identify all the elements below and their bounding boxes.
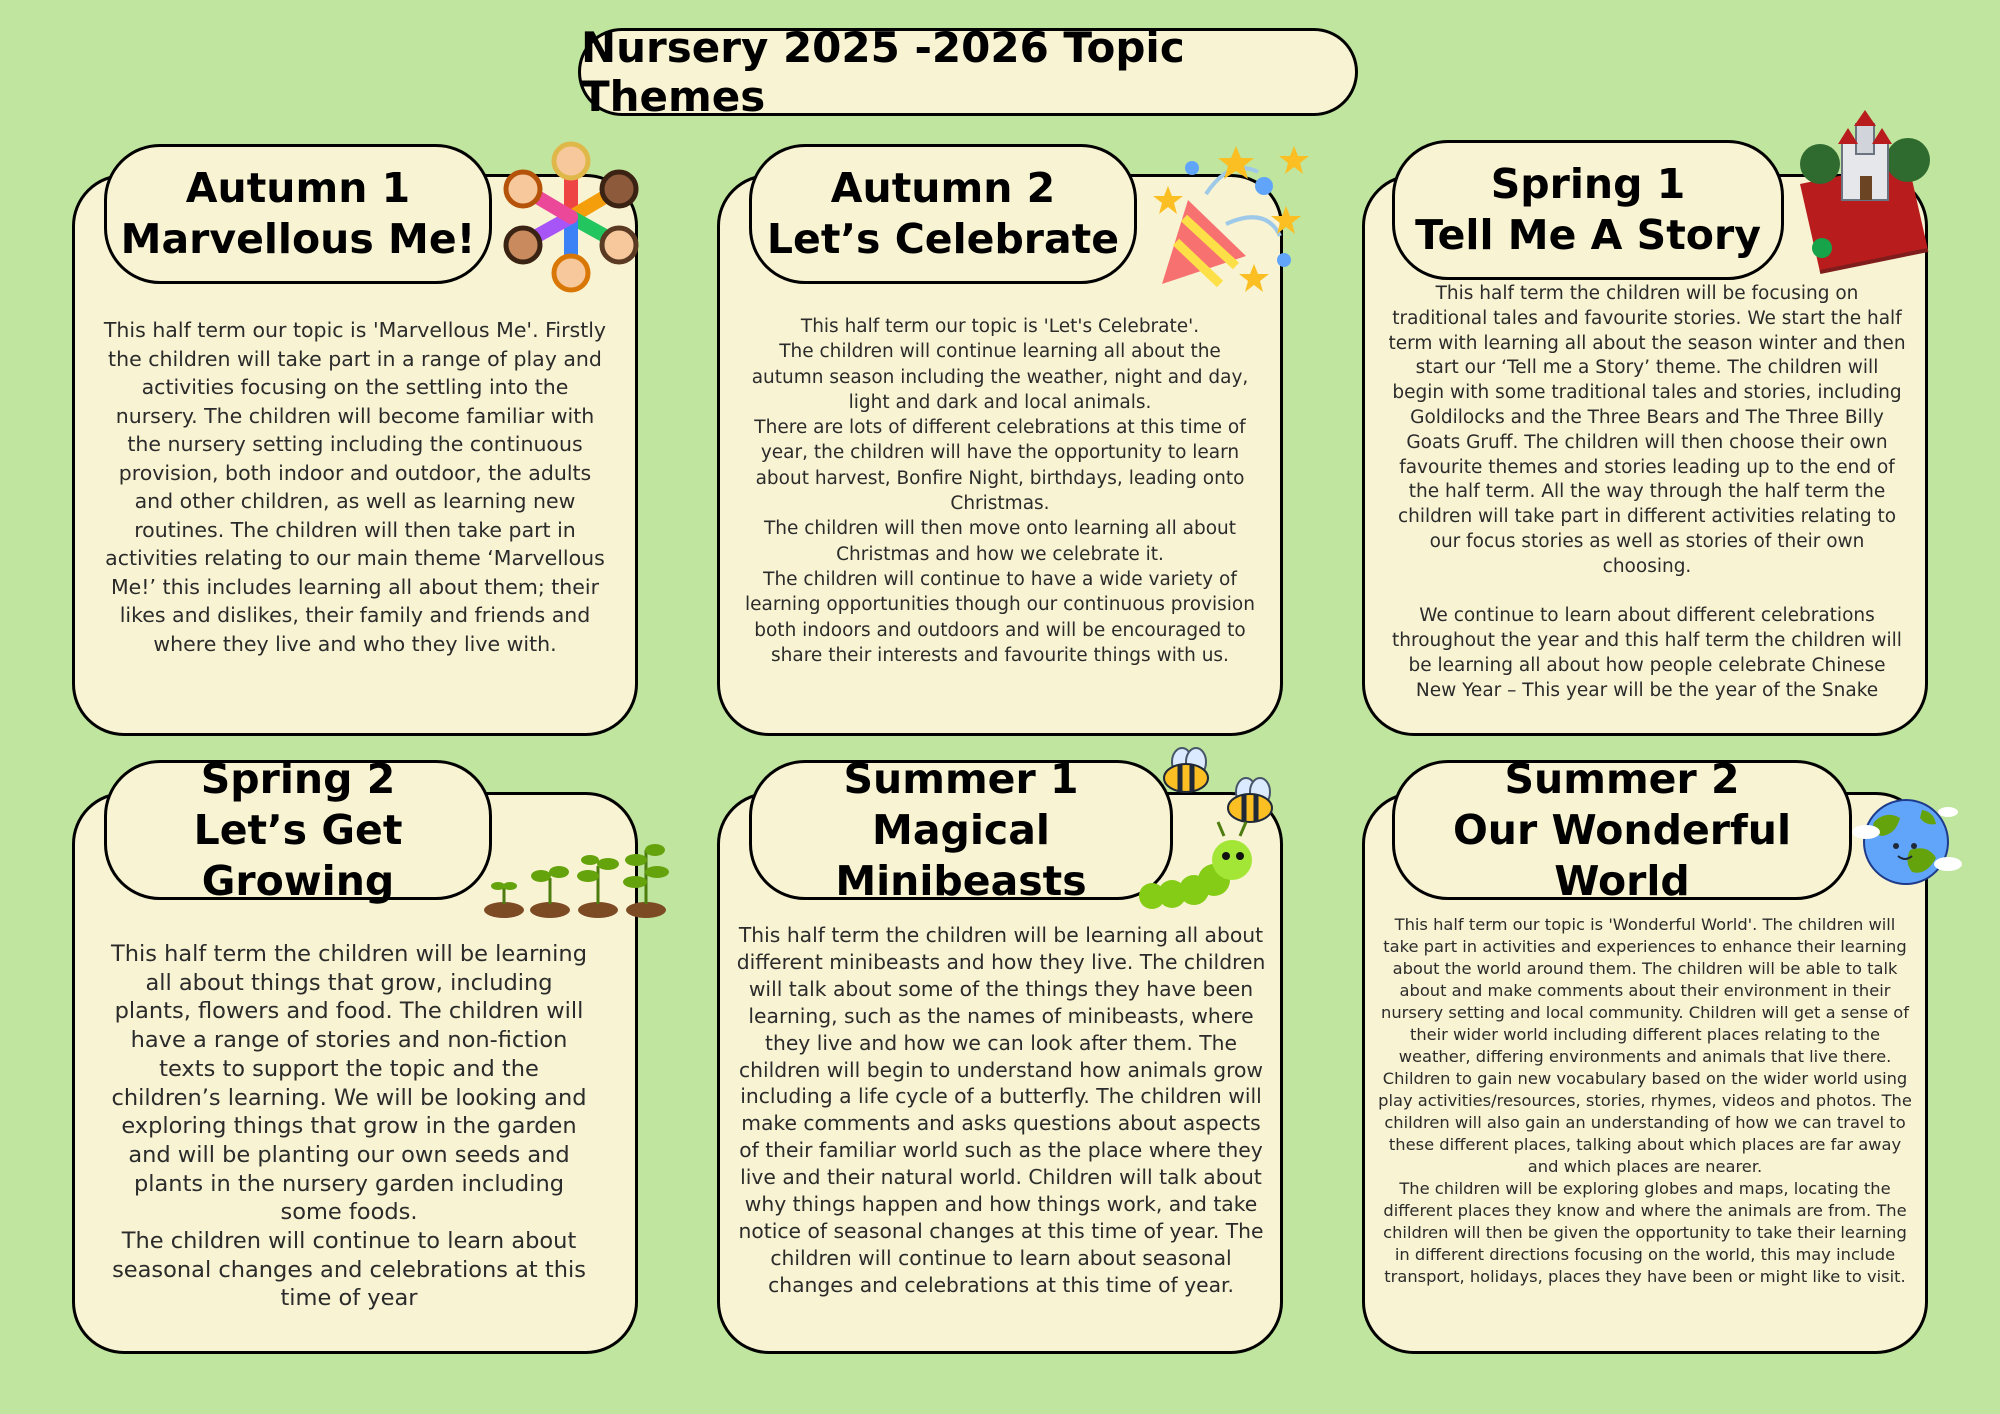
bees-caterpillar-icon <box>1124 746 1284 916</box>
theme-label: Tell Me A Story <box>1415 211 1761 259</box>
globe-icon <box>1852 792 1964 892</box>
storybook-castle-icon <box>1796 120 1932 272</box>
card-header-spring-2 <box>104 754 492 905</box>
term-label: Spring 1 <box>1490 160 1686 208</box>
term-label: Summer 1 <box>843 754 1079 803</box>
seedlings-icon <box>482 838 668 918</box>
theme-label: Let’s Celebrate <box>766 215 1120 263</box>
term-label: Summer 2 <box>1504 754 1740 803</box>
term-label: Spring 2 <box>200 754 396 803</box>
theme-label: Magical Minibeasts <box>835 805 1087 905</box>
card-body-summer-1: This half term the children will be learning all about different minibeasts and how they live. The children will talk about some of the things they have been learning, such as the names of minibeasts, where they live and how we can look after them. The children will begin to understand how animals grow including a life cycle of a butterfly. The children will make comments and asks questions about aspects of their familiar world such as the place where they live and their natural world. Children will talk about why things happen and how things work, and take notice of seasonal changes at this time of year. The children will continue to learn about seasonal changes and celebrations at this time of year. <box>736 923 1266 1297</box>
term-label: Autumn 1 <box>185 164 411 212</box>
page-title: Nursery 2025 -2026 Topic Themes <box>578 28 1358 116</box>
card-body-spring-1: This half term the children will be focusing on traditional tales and favourite stories. We start the half term with learning all about the season winter and then start our ‘Tell me a Story’ theme. The children will begin with some traditional tales and stories, including Goldilocks and the Three Bears and The Three Billy Goats Gruff. The children will then choose their own favourite themes and stories leading up to the end of the half term. All the way through the half term the children will take part in different activities relating to our focus stories as well as stories of their own choosing. We continue to learn about different celebrations throughout the year and this half term the children will be learning all about how people celebrate Chinese New Year – This year will be the year of the Snake <box>1388 283 1906 701</box>
card-header-summer-2 <box>1392 754 1852 905</box>
party-popper-icon <box>1146 138 1306 298</box>
card-header-summer-1 <box>749 754 1173 905</box>
card-body-autumn-1: This half term our topic is 'Marvellous Me'. Firstly the children will take part in a range of play and activities focusing on the settling into the nursery. The children will become familiar with the nursery setting including the continuous provision, both indoor and outdoor, the adults and other children, as well as learning new routines. The children will then take part in activities relating to our main theme ‘Marvellous Me!’ this includes learning all about them; their likes and dislikes, their family and friends and where they live and who they live with. <box>103 318 607 656</box>
children-circle-icon <box>504 140 638 290</box>
card-body-spring-2: This half term the children will be learning all about things that grow, including plants, flowers and food. The children will have a range of stories and non-fiction texts to support the topic and the children’s learning. We will be looking and exploring things that grow in the garden and will be planting our own seeds and plants in the nursery garden including some foods. The children will continue to learn about seasonal changes and celebrations at this time of year <box>111 941 587 1312</box>
card-header-spring-1 <box>1392 140 1784 280</box>
term-label: Autumn 2 <box>830 164 1056 212</box>
card-header-autumn-1 <box>104 144 492 284</box>
theme-label: Marvellous Me! <box>120 215 476 263</box>
card-header-autumn-2 <box>749 144 1137 284</box>
card-body-summer-2: This half term our topic is 'Wonderful World'. The children will take part in activities and experiences to enhance their learning about the world around them. The children will be able to talk about and make comments about their environment in their nursery setting and local community. Children will get a sense of their wider world including different places relating to the weather, differing environments and animals that live there. Children to gain new vocabulary based on the wider world using play activities/resources, stories, rhymes, videos and photos. The children will also gain an understanding of how we can travel to these different places, talking about which places are far away and which places are nearer. The children will be exploring globes and maps, locating the different places they know and where the animals are from. The children will then be given the opportunity to take their learning in different directions focusing on the world, this may include transport, holidays, places they have been or might like to visit. <box>1378 915 1912 1286</box>
card-body-autumn-2: This half term our topic is 'Let's Celebrate'. The children will continue learning all about the autumn season including the weather, night and day, light and dark and local animals. There are lots of different celebrations at this time of year, the children will have the opportunity to learn about harvest, Bonfire Night, birthdays, leading onto Christmas. The children will then move onto learning all about Christmas and how we celebrate it. The children will continue to have a wide variety of learning opportunities though our continuous provision both indoors and outdoors and will be encouraged to share their interests and favourite things with us. <box>745 316 1255 666</box>
theme-label: Our Wonderful World <box>1452 805 1792 905</box>
theme-label: Let’s Get Growing <box>193 805 403 905</box>
